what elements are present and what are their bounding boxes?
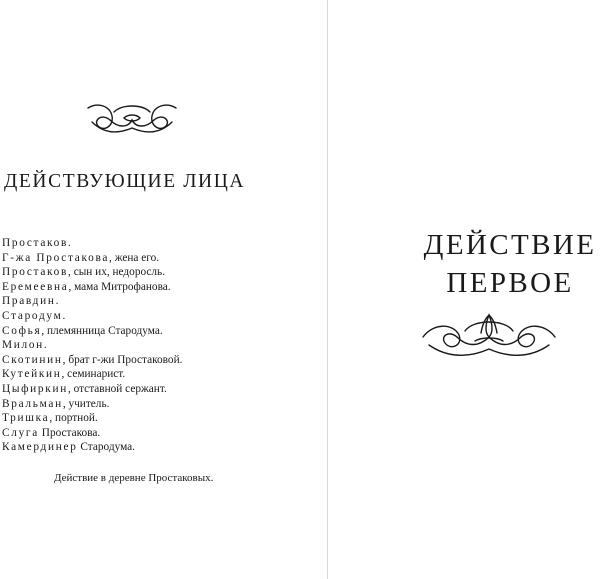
character-name: Стародум: [2, 309, 63, 322]
character-desc: , мама Митрофанова.: [68, 280, 171, 293]
character-desc: , портной.: [49, 412, 98, 425]
character-name: Скотинин: [2, 353, 63, 366]
flourish-ornament-icon: [419, 311, 559, 363]
list-item: [2, 309, 182, 324]
list-item: [2, 236, 182, 251]
character-name: Тришка: [2, 412, 50, 425]
list-item: [2, 382, 182, 397]
right-page: [328, 0, 600, 579]
character-desc: , жена его.: [109, 251, 160, 264]
character-name: Кутейкин: [2, 368, 62, 381]
character-name: Слуга: [2, 426, 39, 439]
cast-list: [2, 236, 182, 455]
character-name: Еремеевна: [2, 280, 69, 293]
act-heading: [410, 226, 600, 302]
list-item: [2, 411, 182, 426]
character-desc: , семинарист.: [61, 368, 126, 381]
character-desc: Простакова.: [38, 426, 101, 439]
character-name: Простаков: [2, 266, 69, 279]
list-item: [2, 294, 182, 309]
character-desc: , учитель.: [62, 397, 110, 410]
character-name: Цыфиркин: [2, 382, 68, 395]
act-heading-line2: ПЕРВОЕ: [446, 267, 574, 299]
character-name: Г-жа Простакова: [2, 251, 110, 264]
list-item: [2, 280, 182, 295]
character-desc: , племянница Стародума.: [41, 324, 163, 337]
list-item: [2, 397, 182, 412]
character-desc: .: [55, 295, 59, 308]
list-item: [2, 426, 182, 441]
cast-heading: ДЕЙСТВУЮЩИЕ ЛИЦА: [4, 171, 246, 192]
character-desc: , брат г-жи Простаковой.: [62, 353, 183, 366]
act-heading-line1: ДЕЙСТВИЕ: [423, 229, 597, 261]
character-desc: Стародума.: [77, 441, 136, 454]
character-desc: .: [43, 339, 47, 352]
list-item: [2, 353, 182, 368]
character-name: Правдин: [2, 295, 56, 308]
list-item: [2, 440, 182, 455]
list-item: [2, 251, 182, 266]
character-name: Камердинер: [2, 441, 78, 454]
list-item: [2, 265, 182, 280]
setting-note: Действие в деревне Простаковых.: [54, 472, 214, 484]
character-desc: .: [68, 237, 71, 249]
character-name: Вральман: [2, 397, 63, 410]
character-desc: , сын их, недоросль.: [68, 266, 166, 279]
character-name: Софья: [2, 324, 42, 337]
list-item: [2, 367, 182, 382]
flourish-ornament-icon: [84, 100, 180, 140]
character-name: Простаков: [2, 237, 69, 249]
character-desc: , отставной сержант.: [67, 382, 167, 395]
character-desc: .: [62, 309, 66, 322]
list-item: [2, 338, 182, 353]
list-item: [2, 324, 182, 339]
character-name: Милон: [2, 339, 44, 352]
